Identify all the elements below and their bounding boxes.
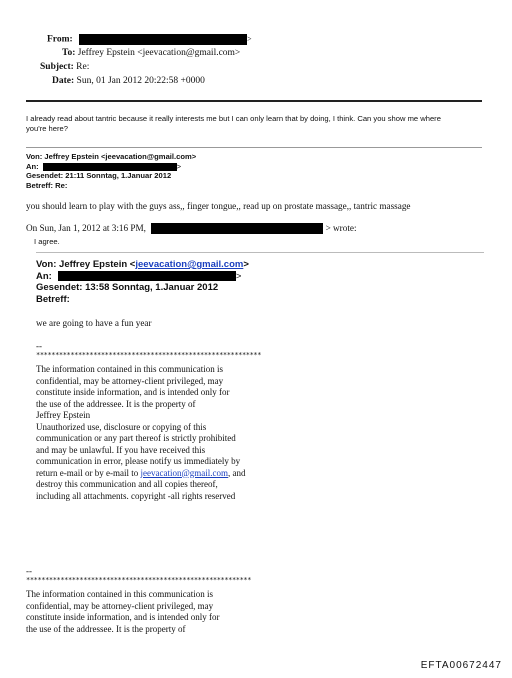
from-row: From: > [47,34,252,45]
to-row [62,48,240,58]
message-1-line-1: I already read about tantric because it really interests me but I can only learn that by doing, I think. Can you show me where [26,114,441,123]
quote-1-line [26,223,357,235]
disclaimer-1-email-link[interactable]: jeevacation@gmail.com [140,467,228,478]
reply-2-von-prefix: Von: Jeffrey Epstein < [36,259,136,270]
reply-1-gesendet: Gesendet: 21:11 Sonntag, 1.Januar 2012 [26,171,172,180]
redaction-bar [58,271,236,281]
date-label: Date: [52,76,75,86]
reply-2-betreff: Betreff: [36,293,70,305]
subject-value: Re: [76,62,90,72]
reply-divider [26,147,482,148]
reply-2-gesendet: Gesendet: 13:58 Sonntag, 1.Januar 2012 [36,282,219,293]
quote-1-prefix: On Sun, Jan 1, 2012 at 3:16 PM, [26,223,146,233]
to-value: Jeffrey Epstein <jeevacation@gmail.com> [77,48,241,58]
reply-1-an: An: [26,161,39,171]
reply-2-email-link[interactable]: jeevacation@gmail.com [135,259,244,270]
disclaimer-2-stars: *********************************************************** [26,576,252,584]
message-1-line-2: you're here? [26,124,68,133]
to-label: To: [62,48,76,58]
reply-1-header: Von: Jeffrey Epstein <jeevacation@gmail.com> An: > Gesendet: 21:11 Sonntag, 1.Januar 2012 Betreff: Re: [26,152,197,190]
from-label: From: [47,34,73,45]
disclaimer-1-dashes: -- [36,341,42,351]
bates-number: EFTA00672447 [420,660,502,671]
header-divider [26,100,482,102]
date-value: Sun, 01 Jan 2012 20:22:58 +0000 [76,76,205,86]
message-1 [26,114,441,134]
reply-2-body: we are going to have a fun year [36,318,152,328]
reply-2-header: Von: Jeffrey Epstein <jeevacation@gmail.com> An: > Gesendet: 13:58 Sonntag, 1.Januar 2012 Betreff: [36,259,249,305]
subject-label: Subject: [40,62,74,72]
reply-1-von: Von: Jeffrey Epstein <jeevacation@gmail.com> [26,152,197,161]
reply-1-betreff: Betreff: Re: [26,180,68,190]
redaction-bar [79,34,247,45]
redaction-bar [43,163,177,171]
reply-2-an: An: [36,270,52,282]
subject-row [40,62,89,72]
quote-1-agree: I agree. [34,237,60,246]
date-row [52,76,205,86]
disclaimer-2-dashes: -- [26,566,32,576]
quote-divider [36,252,484,253]
reply-1-body: you should learn to play with the guys ass,, finger tongue,, read up on prostate massage,, tantric massage [26,201,411,211]
disclaimer-1-text: The information contained in this communication is confidential, may be attorney-client privileged, may constitute inside information, and is intended only for the use of the addressee. It is the property of Jeffrey Epstein Unauthorized use, disclosure or copying of this communication or any part thereof is strictly prohibited and may be unlawful. If you have received this communication in error, please notify us immediately by return e-mail or by e-mail to jeevacation@gmail.com, and destroy this communication and all copies thereof, including all attachments. copyright -all rights reserved [36,364,246,501]
quote-1-wrote: > wrote: [325,223,357,233]
disclaimer-2-text: The information contained in this communication is confidential, may be attorney-client privileged, may constitute inside information, and is intended only for the use of the addressee. It is the property of [26,589,220,634]
disclaimer-1-return-line: return e-mail or by e-mail to jeevacation@gmail.com, and [36,467,246,478]
redaction-bar [151,223,323,234]
disclaimer-1-stars: *********************************************************** [36,351,262,359]
